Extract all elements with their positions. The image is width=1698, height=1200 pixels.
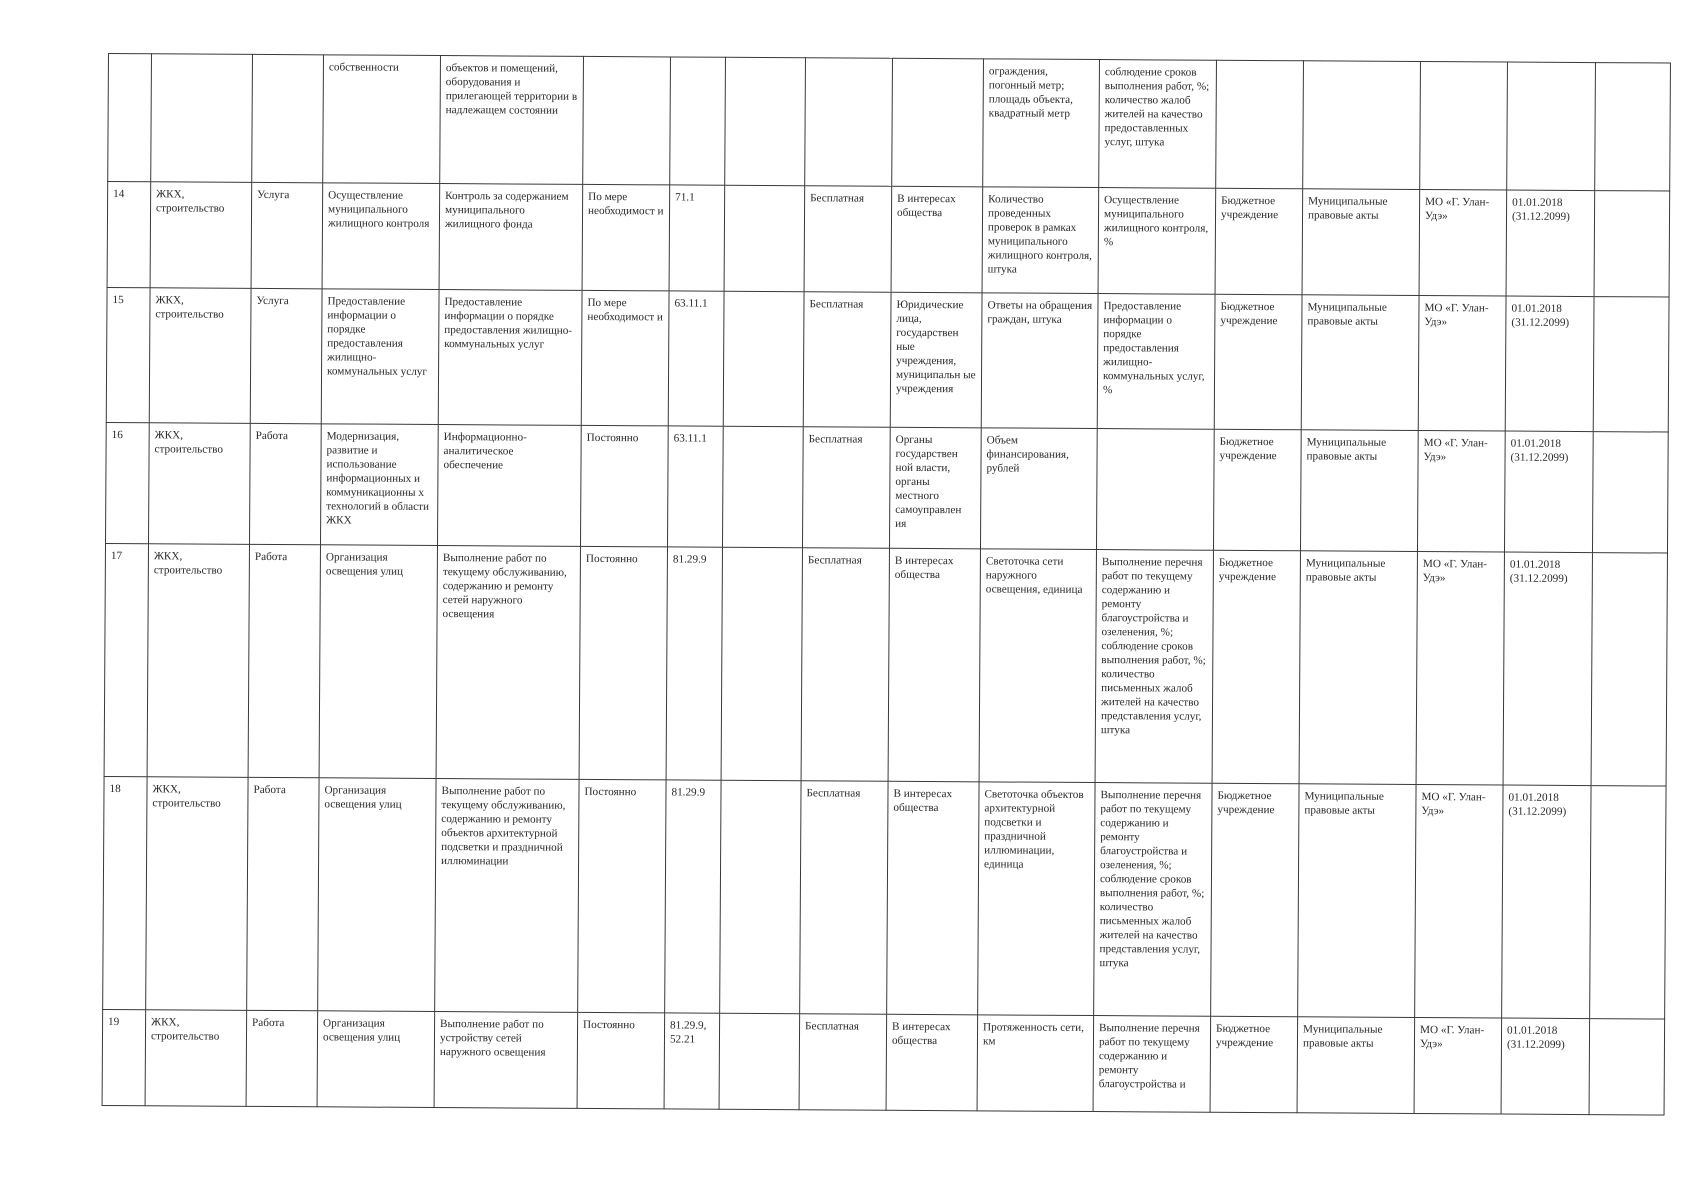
cell-content: Выполнение работ по текущему обслуживанию, содержанию и ремонту объектов архитектурной подсветки и праздничной иллюминации — [435, 779, 579, 1013]
cell-payment: Бесплатная — [801, 548, 889, 782]
registry-rows — [102, 54, 1670, 1116]
cell-frequency: По мере необходимост и — [581, 290, 669, 426]
cell-quality: Выполнение перечня работ по текущему содержанию и ремонту благоустройства и — [1093, 1016, 1211, 1113]
table-row — [103, 776, 1666, 1019]
cell-frequency: Постоянно — [579, 546, 667, 780]
cell-acts: Муниципальные правовые акты — [1298, 784, 1416, 1018]
cell-sector: ЖКХ, строительство — [150, 182, 252, 289]
cell-founder: МО «Г. Улан-Удэ» — [1416, 552, 1504, 786]
cell-founder: МО «Г. Улан-Удэ» — [1419, 190, 1507, 297]
cell-name: Модернизация, развитие и использование информационных и коммуникационны х технологий в области ЖКХ — [320, 424, 438, 546]
cell-sector — [151, 54, 253, 183]
cell-date — [1507, 62, 1596, 191]
cell-institution: Бюджетное учреждение — [1211, 783, 1299, 1017]
cell-volume: Протяженность сети, км — [977, 1015, 1094, 1112]
cell-date: 01.01.2018 (31.12.2099) — [1501, 1018, 1590, 1115]
cell-blank — [724, 185, 805, 291]
cell-content: Информационно-аналитическое обеспечение — [437, 425, 581, 547]
cell-acts: Муниципальные правовые акты — [1300, 430, 1418, 552]
cell-frequency: Постоянно — [577, 1012, 665, 1109]
cell-acts: Муниципальные правовые акты — [1302, 189, 1420, 296]
cell-okved: 71.1 — [669, 185, 725, 291]
cell-type: Работа — [246, 1010, 318, 1106]
cell-institution: Бюджетное учреждение — [1214, 294, 1302, 430]
cell-extra — [1589, 1019, 1665, 1115]
cell-volume: ограждения, погонный метр; площадь объекта, квадратный метр — [983, 59, 1100, 188]
cell-extra — [1592, 432, 1668, 553]
cell-frequency: По мере необходимост и — [582, 184, 670, 291]
scanned-page — [102, 53, 1668, 1116]
cell-founder: МО «Г. Улан-Удэ» — [1417, 431, 1505, 553]
cell-extra — [1595, 63, 1671, 191]
cell-frequency — [583, 56, 671, 185]
cell-payment — [805, 58, 893, 187]
cell-founder — [1420, 62, 1508, 191]
table-row — [102, 1009, 1665, 1115]
cell-acts: Муниципальные правовые акты — [1297, 1017, 1415, 1114]
cell-okved: 63.11.1 — [667, 426, 723, 547]
cell-sector: ЖКХ, строительство — [146, 777, 248, 1011]
cell-institution: Бюджетное учреждение — [1215, 188, 1303, 295]
cell-frequency: Постоянно — [578, 779, 666, 1013]
cell-volume: Объем финансирования, рублей — [980, 428, 1097, 550]
cell-date: 01.01.2018 (31.12.2099) — [1506, 190, 1595, 297]
cell-content: Выполнение работ по устройству сетей наружного освещения — [434, 1012, 578, 1109]
cell-blank — [719, 1013, 800, 1109]
cell-quality: соблюдение сроков выполнения работ, %; количество жалоб жителей на качество предоставленных услуг, штука — [1099, 60, 1217, 189]
cell-consumers: Юридические лица, государствен ные учреждения, муниципальн ые учреждения — [890, 292, 982, 428]
cell-institution: Бюджетное учреждение — [1212, 550, 1300, 784]
cell-sector: ЖКХ, строительство — [145, 1010, 247, 1107]
cell-type: Работа — [250, 423, 322, 544]
cell-date: 01.01.2018 (31.12.2099) — [1504, 431, 1593, 553]
cell-content: Контроль за содержанием муниципального жилищного фонда — [439, 184, 583, 291]
cell-sector: ЖКХ, строительство — [149, 288, 251, 424]
cell-extra — [1590, 786, 1666, 1019]
cell-name: Осуществление муниципального жилищного контроля — [322, 183, 440, 290]
cell-consumers: В интересах общества — [886, 1014, 978, 1111]
cell-blank — [720, 780, 801, 1013]
cell-num: 16 — [106, 422, 150, 543]
table-row — [106, 422, 1669, 553]
cell-quality — [1096, 429, 1214, 551]
cell-date: 01.01.2018 (31.12.2099) — [1505, 296, 1594, 432]
cell-type: Услуга — [250, 288, 322, 423]
cell-consumers: В интересах общества — [891, 186, 983, 293]
cell-consumers: Органы государствен ной власти, органы местного самоуправлен ия — [889, 427, 981, 549]
cell-volume: Светоточка сети наружного освещения, единица — [979, 549, 1096, 783]
cell-volume: Светоточка объектов архитектурной подсветки и праздничной иллюминации, единица — [978, 782, 1095, 1016]
cell-quality: Предоставление информации о порядке предоставления жилищно-коммунальных услуг, % — [1097, 294, 1215, 430]
cell-payment: Бесплатная — [799, 1014, 887, 1111]
cell-acts: Муниципальные правовые акты — [1299, 551, 1417, 785]
cell-date: 01.01.2018 (31.12.2099) — [1502, 785, 1591, 1019]
cell-name: Предоставление информации о порядке предоставления жилищно-коммунальных услуг — [321, 289, 439, 425]
cell-quality: Выполнение перечня работ по текущему содержанию и ремонту благоустройства и озеленения, %; соблюдение сроков выполнения работ, %; количество письменных жалоб жителей на качество представления услуг, штука — [1094, 783, 1212, 1017]
cell-name: Организация освещения улиц — [318, 778, 436, 1012]
cell-date: 01.01.2018 (31.12.2099) — [1503, 552, 1592, 786]
cell-type — [252, 54, 324, 182]
cell-content: Выполнение работ по текущему обслуживанию, содержанию и ремонту сетей наружного освещения — [436, 546, 580, 780]
cell-num: 15 — [106, 287, 150, 422]
table-row — [107, 182, 1670, 298]
cell-num: 14 — [107, 182, 151, 288]
cell-name: собственности — [323, 55, 441, 184]
cell-sector: ЖКХ, строительство — [149, 423, 251, 545]
cell-extra — [1591, 553, 1667, 786]
cell-acts: Муниципальные правовые акты — [1301, 295, 1419, 431]
cell-institution: Бюджетное учреждение — [1210, 1016, 1298, 1113]
cell-founder: МО «Г. Улан-Удэ» — [1418, 296, 1506, 432]
cell-name: Организация освещения улиц — [319, 545, 437, 779]
cell-extra — [1593, 297, 1669, 432]
cell-acts — [1303, 61, 1421, 190]
cell-payment: Бесплатная — [800, 781, 888, 1015]
cell-type: Работа — [247, 777, 319, 1010]
cell-okved — [670, 57, 726, 185]
cell-content: объектов и помещений, оборудования и прилегающей территории в надлежащем состоянии — [440, 56, 584, 185]
cell-num — [108, 54, 152, 182]
cell-founder: МО «Г. Улан-Удэ» — [1414, 1017, 1502, 1114]
cell-quality: Выполнение перечня работ по текущему содержанию и ремонту благоустройства и озеленения, %; соблюдение сроков выполнения работ, %; количество письменных жалоб жителей на качество представления услуг, штука — [1095, 550, 1213, 784]
cell-payment: Бесплатная — [803, 292, 891, 428]
cell-consumers: В интересах общества — [887, 781, 979, 1015]
cell-num: 18 — [103, 776, 147, 1009]
cell-okved: 81.29.9 — [666, 547, 722, 780]
table-row — [106, 287, 1669, 432]
cell-volume: Ответы на обращения граждан, штука — [981, 293, 1098, 429]
cell-founder: МО «Г. Улан-Удэ» — [1415, 785, 1503, 1019]
table-row — [104, 543, 1667, 786]
cell-num: 17 — [104, 543, 148, 776]
cell-content: Предоставление информации о порядке предоставления жилищно-коммунальных услуг — [438, 290, 582, 426]
cell-okved: 81.29.9, 52.21 — [664, 1013, 720, 1109]
cell-extra — [1594, 191, 1670, 297]
cell-frequency: Постоянно — [580, 425, 668, 547]
cell-volume: Количество проведенных проверок в рамках муниципального жилищного контроля, штука — [982, 187, 1099, 294]
registry-table — [102, 53, 1671, 1116]
cell-type: Услуга — [251, 182, 323, 288]
cell-type: Работа — [248, 544, 320, 777]
cell-quality: Осуществление муниципального жилищного контроля, % — [1098, 188, 1216, 295]
cell-payment: Бесплатная — [804, 186, 892, 293]
cell-consumers: В интересах общества — [888, 548, 980, 782]
cell-num: 19 — [102, 1009, 146, 1105]
cell-okved: 81.29.9 — [665, 780, 721, 1013]
cell-institution — [1216, 60, 1304, 189]
cell-consumers — [892, 58, 984, 187]
cell-payment: Бесплатная — [802, 427, 890, 549]
cell-okved: 63.11.1 — [668, 291, 724, 426]
table-row — [108, 54, 1671, 192]
cell-blank — [725, 57, 806, 185]
cell-sector: ЖКХ, строительство — [147, 544, 249, 778]
cell-blank — [723, 291, 804, 426]
cell-institution: Бюджетное учреждение — [1213, 429, 1301, 551]
cell-blank — [721, 547, 802, 780]
cell-name: Организация освещения улиц — [317, 1011, 435, 1108]
cell-blank — [722, 426, 803, 547]
